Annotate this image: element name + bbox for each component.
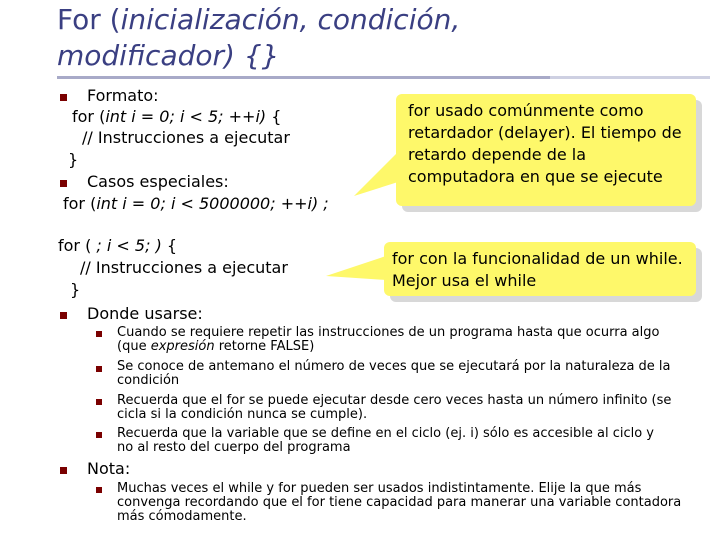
title-part-1: For ( [57, 3, 121, 36]
bullet-icon [60, 467, 67, 474]
code-text: for ( [72, 107, 106, 126]
code-line-4 [63, 193, 329, 215]
sub-bullet-icon [96, 432, 102, 438]
title-underline-light [550, 76, 710, 79]
code-text-italic: ; i < 5; ) [96, 236, 162, 255]
code-line-7: } [70, 280, 81, 299]
callout-while-text: for con la funcionalidad de un while. Mejor usa el while [392, 249, 683, 290]
title-part-2: inicialización, condición, [120, 3, 461, 36]
code-text: { [266, 107, 282, 126]
code-line-6: // Instrucciones a ejecutar [80, 258, 288, 277]
code-text: for ( [58, 236, 97, 255]
sub-bullet-icon [96, 366, 102, 372]
nota-label: Nota: [87, 459, 131, 478]
callout-delayer-text: for usado comúnmente como retardador (delayer). El tiempo de retardo depende de la computadora en que se ejecute [408, 101, 682, 186]
formato-label: Formato: [87, 86, 159, 105]
bullet-icon [60, 94, 67, 101]
donde-item: Se conoce de antemano el número de veces que se ejecutará por la naturaleza de la condición [117, 359, 671, 388]
sub-bullet-icon [96, 331, 102, 337]
code-text: for ( [63, 194, 97, 213]
donde-item-text: retorne FALSE) [214, 339, 315, 354]
callout-pointer [384, 242, 385, 243]
slide-title [57, 2, 677, 74]
code-text-italic: int i = 0; i < 5000000; ++i) ; [96, 194, 329, 213]
callout-delayer [396, 94, 696, 206]
bullet-icon [60, 312, 67, 319]
nota-item: Muchas veces el while y for pueden ser usados indistintamente. Elije la que más convenga recordando que el for tiene capacidad para manerar una variable contadora más cómodamente. [117, 481, 682, 524]
donde-item: Recuerda que el for se puede ejecutar desde cero veces hasta un número infinito (se cicla si la condición nunca se cumple). [117, 393, 672, 422]
casos-label: Casos especiales: [87, 172, 229, 191]
sub-bullet-icon [96, 399, 102, 405]
title-part-3: modificador) {} [57, 39, 280, 72]
sub-bullet-icon [96, 487, 102, 493]
bullet-icon [60, 180, 67, 187]
donde-label: Donde usarse: [87, 304, 203, 323]
code-line-3: } [68, 150, 79, 169]
donde-item [117, 326, 677, 354]
code-line-2: // Instrucciones a ejecutar [82, 128, 290, 147]
donde-item-italic: expresión [150, 339, 215, 354]
callout-pointer [396, 94, 397, 95]
code-line-1 [72, 106, 281, 128]
title-underline [57, 76, 550, 79]
code-line-5 [58, 235, 177, 257]
callout-while [384, 242, 696, 296]
code-text-italic: int i = 0; i < 5; ++i) [105, 107, 267, 126]
donde-item: Recuerda que la variable que se define en el ciclo (ej. i) sólo es accesible al ciclo y no al resto del cuerpo del programa [117, 426, 654, 455]
code-text: { [161, 236, 178, 255]
donde-item-text: Cuando se requiere repetir las instrucciones de un programa hasta que ocurra algo (que [117, 325, 660, 354]
